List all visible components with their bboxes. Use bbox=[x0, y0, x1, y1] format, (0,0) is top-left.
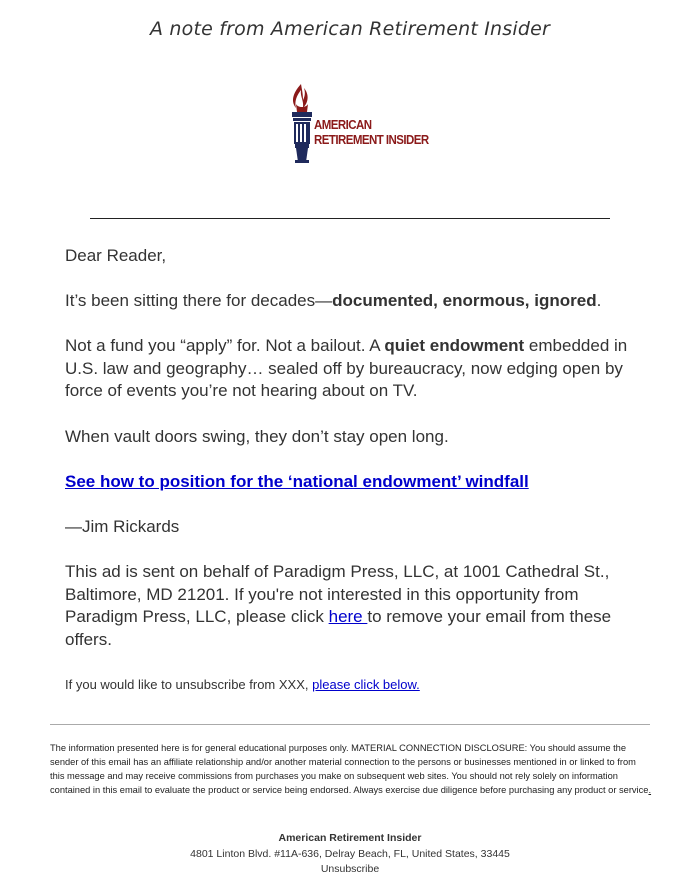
disclaimer-end-link[interactable]: . bbox=[648, 785, 652, 795]
paragraph-2 bbox=[65, 335, 640, 403]
p2-end: embedded in U.S. law and geography… sealed off by bureaucracy, now edging open by force of events you’re not hearing about on TV. bbox=[65, 336, 628, 400]
footer bbox=[0, 831, 700, 878]
bottom-divider bbox=[50, 724, 650, 725]
p1-end: . bbox=[596, 291, 602, 310]
cta-link[interactable]: See how to position for the ‘national endowment’ windfall bbox=[65, 472, 529, 491]
paragraph-3: When vault doors swing, they don’t stay open long. bbox=[65, 427, 449, 446]
footer-address: 4801 Linton Blvd. #11A-636, Delray Beach, FL, United States, 33445 bbox=[190, 847, 510, 860]
cta-paragraph bbox=[65, 471, 640, 494]
logo-line-1: AMERICAN bbox=[314, 118, 372, 132]
unsub-text: If you would like to unsubscribe from XXX, bbox=[65, 677, 313, 692]
p2-bold: quiet endowment bbox=[384, 336, 525, 355]
ad-end: to remove your email from these offers. bbox=[65, 607, 612, 649]
p1-text: It’s been sitting there for decades— bbox=[65, 291, 333, 310]
header-note: A note from American Retirement Insider bbox=[149, 18, 551, 40]
greeting: Dear Reader, bbox=[65, 246, 167, 265]
footer-unsubscribe-link[interactable]: Unsubscribe bbox=[320, 863, 380, 875]
disclaimer-text: The information presented here is for general educational purposes only. MATERIAL CONNECTION DISCLOSURE: You should assume the sender of this email has an affiliate relationship and/or another material connection to the persons or businesses mentioned in or linked to from this message and may receive commissions from purchases you make on subsequent web sites. You should not rely solely on information contained in this email to evaluate the product or service being endorsed. Always exercise due diligence before purchasing any product or service bbox=[50, 743, 649, 795]
logo-line-2: RETIREMENT INSIDER bbox=[314, 133, 429, 147]
remove-email-link[interactable]: here bbox=[328, 607, 368, 626]
ad-paragraph bbox=[65, 561, 640, 651]
paragraph-1 bbox=[65, 290, 640, 313]
p2-text: Not a fund you “apply” for. Not a bailout. A bbox=[65, 336, 385, 355]
logo-wordmark bbox=[314, 118, 429, 148]
unsubscribe-paragraph bbox=[65, 676, 420, 694]
p1-bold: documented, enormous, ignored bbox=[332, 291, 597, 310]
brand-logo bbox=[282, 82, 432, 168]
unsubscribe-link[interactable]: please click below. bbox=[312, 677, 420, 692]
footer-company-name: American Retirement Insider bbox=[278, 832, 422, 844]
signature: —Jim Rickards bbox=[65, 517, 180, 536]
top-divider bbox=[90, 218, 610, 219]
ad-text: This ad is sent on behalf of Paradigm Press, LLC, at 1001 Cathedral St., Baltimore, MD 21201. If you're not interested in this opportunity from Paradigm Press, LLC, please click bbox=[65, 562, 610, 626]
disclaimer bbox=[50, 741, 652, 797]
